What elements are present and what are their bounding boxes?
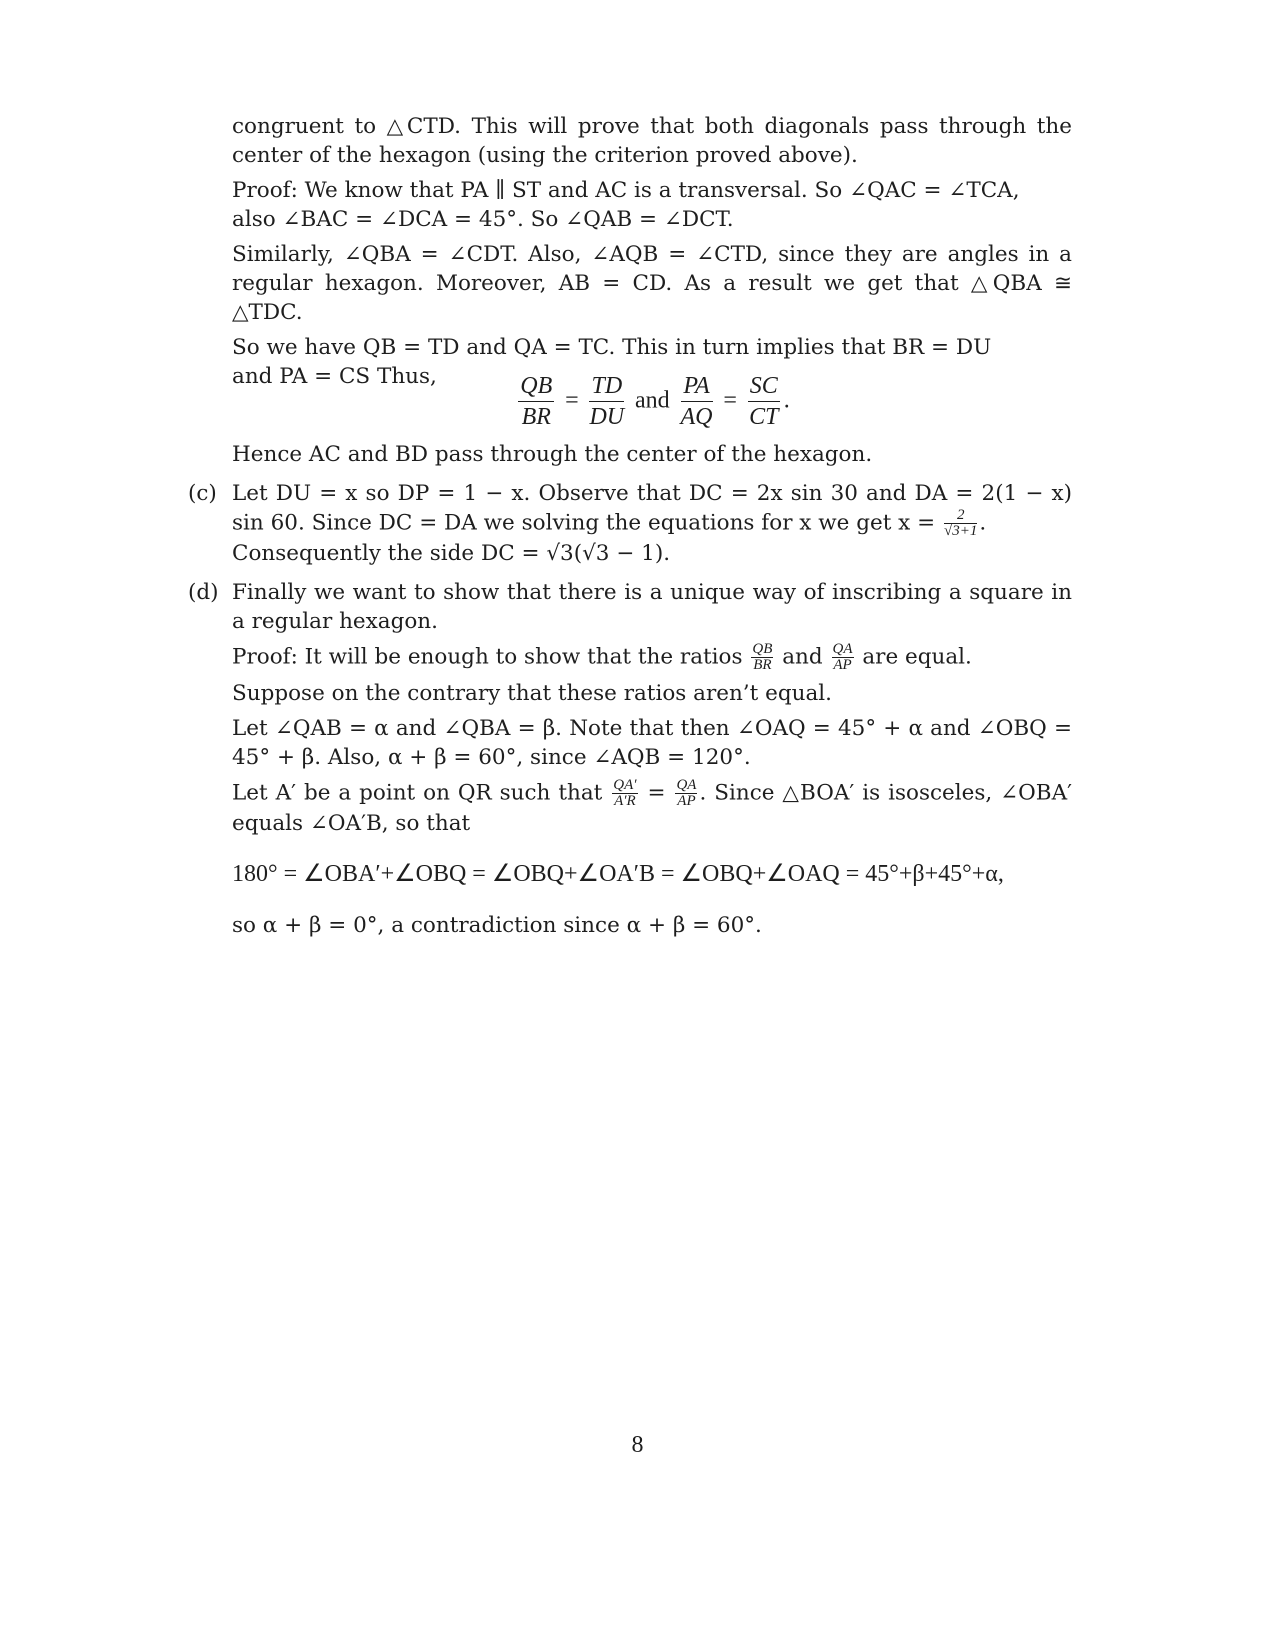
paragraph-proof-parallel — [232, 176, 1072, 234]
item-label-d: (d) — [188, 580, 219, 605]
paragraph-similarly: Similarly, ∠QBA = ∠CDT. Also, ∠AQB = ∠CTD, since they are angles in a regular hexagon. Moreover, AB = CD. As a result we get that △QBA ≅ △TDC. — [232, 242, 1072, 325]
so-we-have-line-1: So we have QB = TD and QA = TC. This in turn implies that BR = DU — [232, 335, 992, 360]
page-number: 8 — [631, 1432, 644, 1458]
item-d-proof: Proof: It will be enough to show that the ratios $\frac{QB}{BR}$ and $\frac{QA}{AP}$ are equal. — [232, 641, 972, 673]
item-c-consequently: Consequently the side DC = √3(√3 − 1). — [232, 541, 671, 566]
ratio-qa-ap-2: $\frac{QA}{AP}$ — [676, 777, 697, 809]
list-item-c: (c) Let DU = x so DP = 1 − x. Observe that DC = 2x sin 30 and DA = 2(1 − x) sin 60. Since DC = DA we solving the equations for x we get x = $\frac{2}{√3+1}$ . Consequently the side DC = √3(√3 − 1). — [188, 481, 1072, 566]
ratio-qb-br: $\frac{QB}{BR}$ — [752, 641, 773, 673]
list-item-d — [188, 578, 1072, 940]
item-label-c: (c) — [188, 481, 217, 506]
and-word: and — [635, 387, 670, 414]
item-c-text: Let DU = x so DP = 1 − x. Observe that DC = 2x sin 30 and DA = 2(1 − x) sin 60. Since DC = DA we solving the equations for x we get x = — [232, 481, 1072, 536]
item-d-intro: Finally we want to show that there is a unique way of inscribing a square in a regular hexagon. — [232, 580, 1072, 634]
item-d-let-point: Let A′ be a point on QR such that $\frac{QA'}{A'R}$ = $\frac{QA}{AP}$ . Since △BOA′ is isosceles, ∠OBA′ equals ∠OA′B, so that — [232, 777, 1072, 836]
fraction-qb-br: $\frac{QB}{BR}$ — [520, 373, 553, 430]
paragraph-congruent: congruent to △CTD. This will prove that both diagonals pass through the center of the hexagon (using the criterion proved above). — [232, 114, 1072, 168]
paragraph-hence: Hence AC and BD pass through the center of the hexagon. — [232, 442, 873, 467]
item-d-conclusion: so α + β = 0°, a contradiction since α + β = 60°. — [232, 913, 762, 938]
ratio-qa-prime: $\frac{QA'}{A'R}$ — [613, 777, 637, 809]
so-we-have-line-2: and PA = CS Thus, — [232, 364, 437, 389]
display-equation-angles: 180° = ∠OBA′+∠OBQ = ∠OBQ+∠OA′B = ∠OBQ+∠OAQ = 45°+β+45°+α, — [232, 861, 1004, 887]
ratio-qa-ap: $\frac{QA}{AP}$ — [832, 641, 853, 673]
fraction-pa-aq: $\frac{PA}{AQ}$ — [680, 373, 713, 430]
x-fraction: $\frac{2}{√3+1}$ — [944, 507, 978, 539]
proof-line-2: also ∠BAC = ∠DCA = 45°. So ∠QAB = ∠DCT. — [232, 207, 734, 232]
fraction-td-du: $\frac{TD}{DU}$ — [589, 373, 625, 430]
proof-line-1: Proof: We know that PA ∥ ST and AC is a transversal. So ∠QAC = ∠TCA, — [232, 178, 1020, 203]
document-body — [188, 112, 1072, 946]
item-d-let-angles: Let ∠QAB = α and ∠QBA = β. Note that then ∠OAQ = 45° + α and ∠OBQ = 45° + β. Also, α + β = 60°, since ∠AQB = 120°. — [232, 716, 1072, 770]
fraction-sc-ct: $\frac{SC}{CT}$ — [749, 373, 779, 430]
item-d-suppose: Suppose on the contrary that these ratios aren’t equal. — [232, 681, 832, 706]
display-equation-ratios: $\frac{QB}{BR}$ = $\frac{TD}{DU}$ and $\frac{PA}{AQ}$ = $\frac{SC}{CT}$ . — [520, 373, 790, 430]
